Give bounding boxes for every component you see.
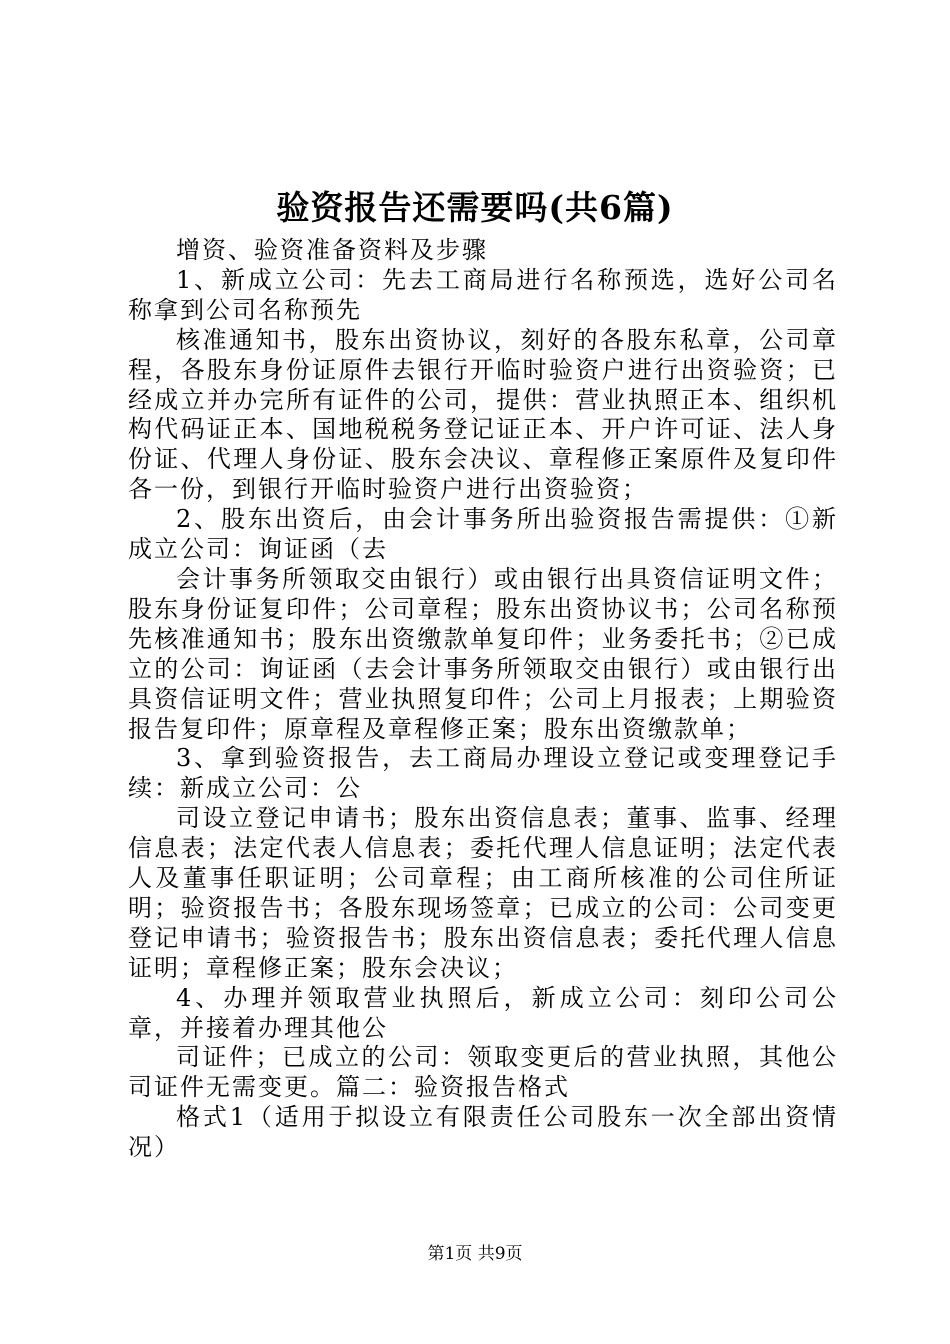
paragraph: 3、拿到验资报告，去工商局办理设立登记或变理登记手续：新成立公司：公 [128,744,838,803]
paragraph: 增资、验资准备资料及步骤 [176,236,488,264]
page-footer: 第1页 共9页 [427,1244,523,1264]
paragraph: 格式1（适用于拟设立有限责任公司股东一次全部出资情况） [128,1103,838,1162]
paragraph: 司证件；已成立的公司：领取变更后的营业执照，其他公司证件无需变更。篇二：验资报告格式 [128,1043,838,1102]
paragraph: 4、办理并领取营业执照后，新成立公司：刻印公司公章，并接着办理其他公 [128,983,838,1042]
paragraph: 2、股东出资后，由会计事务所出验资报告需提供：①新成立公司：询证函（去 [128,505,838,564]
document-title: 验资报告还需要吗(共6篇) [276,188,674,227]
document-body [128,236,838,1163]
paragraph: 会计事务所领取交由银行）或由银行出具资信证明文件；股东身份证复印件；公司章程；股东出资协议书；公司名称预先核准通知书；股东出资缴款单复印件；业务委托书；②已成立的公司：询证函（去会计事务所领取交由银行）或由银行出具资信证明文件；营业执照复印件；公司上月报表；上期验资报告复印件；原章程及章程修正案；股东出资缴款单； [128,564,838,743]
paragraph: 1、新成立公司：先去工商局进行名称预选，选好公司名称拿到公司名称预先 [128,265,838,324]
paragraph: 司设立登记申请书；股东出资信息表；董事、监事、经理信息表；法定代表人信息表；委托代理人信息证明；法定代表人及董事任职证明；公司章程；由工商所核准的公司住所证明；验资报告书；各股东现场签章；已成立的公司：公司变更登记申请书；验资报告书；股东出资信息表；委托代理人信息证明；章程修正案；股东会决议； [128,804,838,982]
paragraph: 核准通知书，股东出资协议，刻好的各股东私章，公司章程，各股东身份证原件去银行开临时验资户进行出资验资；已经成立并办完所有证件的公司，提供：营业执照正本、组织机构代码证正本、国地税税务登记证正本、开户许可证、法人身份证、代理人身份证、股东会决议、章程修正案原件及复印件各一份，到银行开临时验资户进行出资验资； [128,325,838,504]
